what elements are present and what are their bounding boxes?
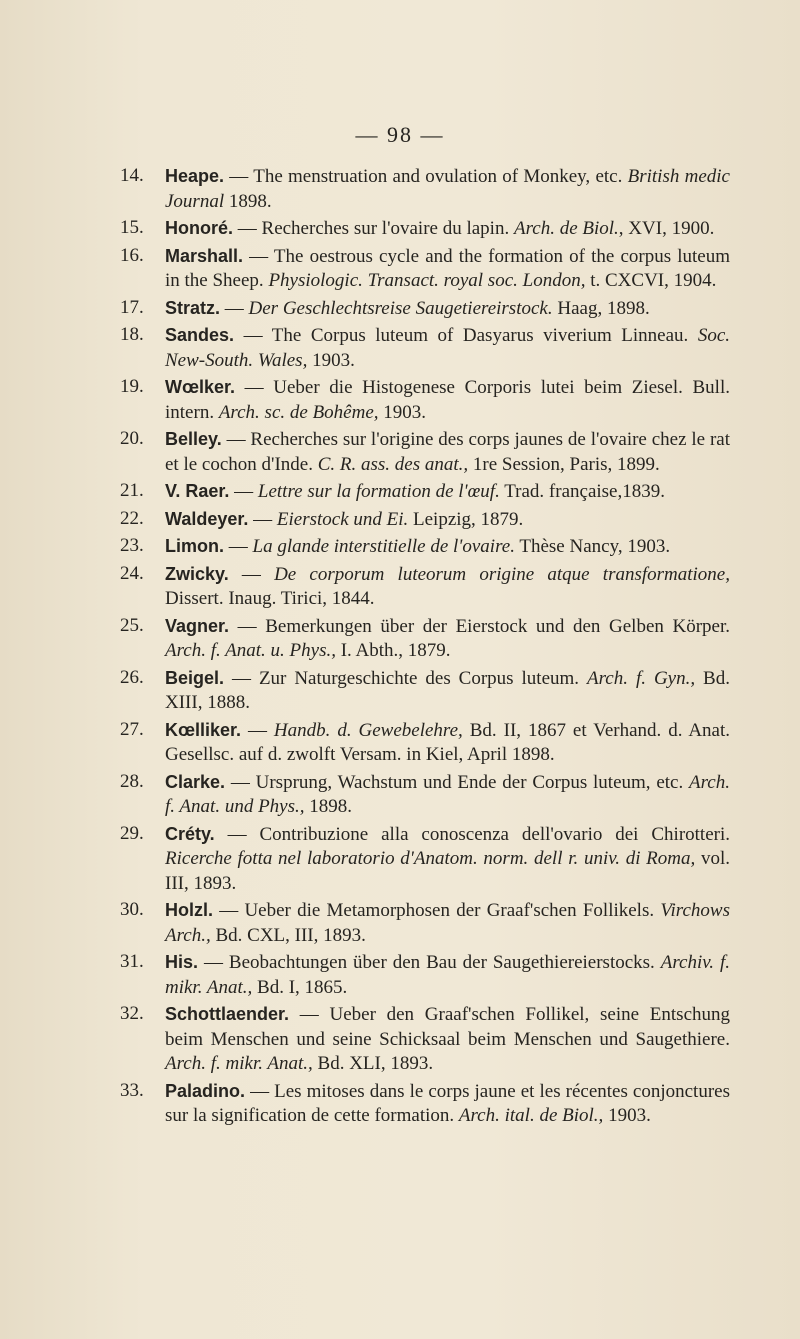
- entry-number: 16.: [120, 244, 144, 266]
- entry-author: Holzl.: [165, 900, 213, 920]
- entry-author: Kœlliker.: [165, 719, 242, 740]
- entry-body: [165, 666, 730, 716]
- entry-body: [165, 164, 730, 214]
- entry-text: — The oestrous cycle and the formation of the corpus luteum in the Sheep.: [165, 245, 730, 291]
- page-number: — 98 —: [355, 122, 445, 147]
- entry-details: Dissert. Inaug. Tirici, 1844.: [165, 588, 375, 609]
- entry-details: 1903.: [603, 1105, 651, 1126]
- entry-source: Physiologic. Transact. royal soc. London,: [268, 270, 586, 291]
- entry-body: [165, 244, 730, 294]
- entry-author: Marshall.: [165, 245, 244, 266]
- entry-body: [165, 323, 730, 373]
- entry-source: Ricerche fotta nel laboratorio d'Anatom. norm. dell r. univ. di Roma,: [165, 848, 696, 869]
- entry-details: Bd. CXL, III, 1893.: [210, 924, 366, 946]
- entry-body: [165, 822, 730, 897]
- entry-source: C. R. ass. des anat.,: [317, 453, 469, 475]
- entry-details: Bd. XIII, 1888.: [165, 667, 730, 713]
- entry-text: — Beobachtungen über den Bau der Saugethiereierstocks.: [198, 952, 661, 973]
- entry-author: Beigel.: [165, 667, 225, 688]
- entry-source: Arch. f. Anat. u. Phys.,: [165, 640, 336, 661]
- entry-source: Handb. d. Gewebelehre,: [273, 719, 463, 741]
- entry-text: — Ueber den Graaf'schen Follikel, seine Entschung beim Menschen und seine Schicksaal beim Menschen und Saugethiere.: [165, 1004, 730, 1050]
- bibliography-entry: [120, 898, 730, 948]
- entry-text: —: [248, 508, 277, 530]
- entry-text: —: [224, 536, 253, 557]
- entry-author: Belley.: [165, 429, 222, 449]
- entry-text: — Ueber die Metamorphosen der Graaf'schen Follikels.: [213, 900, 661, 921]
- entry-text: — Contribuzione alla conoscenza dell'ovario dei Chirotteri.: [214, 823, 730, 845]
- entry-number: 28.: [120, 770, 144, 792]
- entry-details: , XVI, 1900.: [618, 218, 715, 239]
- entry-number: 32.: [120, 1003, 144, 1024]
- bibliography-entry: [120, 507, 730, 533]
- entry-number: 18.: [120, 324, 144, 345]
- entry-number: 14.: [120, 165, 144, 186]
- entry-number: 22.: [120, 507, 144, 529]
- entry-body: [165, 1002, 730, 1077]
- bibliography-entry: [120, 1079, 730, 1129]
- bibliography-entry: [120, 614, 730, 664]
- bibliography-entry: [120, 718, 730, 768]
- entry-source: Arch. de Biol.: [513, 218, 619, 239]
- bibliography-entry: [120, 479, 730, 505]
- entry-number: 29.: [120, 822, 144, 844]
- entry-number: 23.: [120, 535, 144, 556]
- entry-body: [165, 1079, 730, 1129]
- entry-text: — Ueber die Histogenese Corporis lutei beim Ziesel. Bull. intern.: [165, 377, 730, 423]
- entry-source: Virchows Arch.,: [165, 900, 730, 946]
- entry-text: — Les mitoses dans le corps jaune et les récentes conjonctures sur la signification de cette formation.: [165, 1080, 730, 1126]
- entry-body: [165, 216, 730, 242]
- entry-body: [165, 950, 730, 1000]
- entry-source: Eierstock und Ei.: [276, 508, 409, 530]
- entry-number: 15.: [120, 217, 144, 238]
- entry-number: 33.: [120, 1079, 144, 1101]
- entry-source: Arch. f. Gyn.,: [587, 667, 696, 689]
- bibliography-entry: [120, 375, 730, 425]
- entry-details: Trad. française,1839.: [499, 481, 665, 502]
- entry-author: Vagner.: [165, 615, 230, 636]
- entry-number: 30.: [120, 899, 144, 920]
- entry-body: [165, 375, 730, 425]
- entry-source: Arch. ital. de Biol.,: [458, 1105, 604, 1126]
- entry-text: —: [229, 481, 258, 502]
- entry-source: La glande interstitielle de l'ovaire.: [252, 536, 515, 557]
- entry-source: Arch. f. mikr. Anat.,: [165, 1053, 313, 1074]
- entry-text: —: [228, 563, 275, 585]
- entry-number: 21.: [120, 480, 144, 501]
- entry-source: Der Geschlechtsreise Saugetiereirstock.: [248, 297, 553, 319]
- bibliography-entry: [120, 822, 730, 897]
- entry-text: — Recherches sur l'ovaire du lapin.: [233, 218, 514, 239]
- entry-details: 1re Session, Paris, 1899.: [468, 453, 660, 475]
- entry-text: —: [241, 719, 274, 741]
- entry-body: [165, 427, 730, 477]
- entry-source: Arch. f. Anat. und Phys.,: [165, 771, 730, 817]
- entry-details: vol. III, 1893.: [165, 848, 731, 894]
- bibliography-entry: [120, 770, 730, 820]
- bibliography-entry: [120, 164, 730, 214]
- entry-author: V. Raer.: [165, 481, 230, 501]
- entry-details: Bd. II, 1867 et Verhand. d. Anat. Gesellsc. auf d. zwolft Versam. in Kiel, April 1898.: [165, 719, 731, 765]
- entry-details: Thèse Nancy, 1903.: [514, 536, 671, 557]
- bibliography-entry: [120, 950, 730, 1000]
- entry-author: Schottlaender.: [165, 1004, 290, 1024]
- bibliography-entry: [120, 534, 730, 560]
- entry-body: [165, 534, 730, 560]
- entry-number: 19.: [120, 376, 144, 397]
- entry-body: [165, 296, 730, 322]
- bibliography-entry: [120, 296, 730, 322]
- entry-author: Honoré.: [165, 218, 234, 238]
- entry-author: His.: [165, 952, 199, 972]
- entry-source: British medic Journal: [165, 166, 730, 212]
- entry-text: — Recherches sur l'origine des corps jaunes de l'ovaire chez le rat et le cochon d'Inde.: [165, 429, 730, 475]
- bibliography-entry: [120, 427, 730, 477]
- entry-author: Wœlker.: [165, 377, 236, 397]
- entry-author: Zwicky.: [165, 563, 229, 584]
- bibliography-list: [120, 164, 730, 1131]
- entry-number: 20.: [120, 428, 144, 449]
- bibliography-entry: [120, 1002, 730, 1077]
- entry-text: — Bemerkungen über der Eierstock und den Gelben Körper.: [229, 615, 730, 637]
- entry-author: Limon.: [165, 536, 224, 556]
- entry-number: 27.: [120, 718, 144, 740]
- entry-source: Soc. New-South. Wales,: [165, 325, 730, 371]
- entry-details: 1898.: [304, 796, 353, 817]
- entry-source: Lettre sur la formation de l'œuf.: [257, 481, 500, 502]
- entry-author: Sandes.: [165, 325, 235, 345]
- entry-details: 1898.: [224, 190, 272, 212]
- entry-number: 25.: [120, 614, 144, 636]
- bibliography-entry: [120, 562, 730, 612]
- entry-body: [165, 507, 730, 533]
- entry-number: 31.: [120, 951, 144, 972]
- entry-text: — Ursprung, Wachstum und Ende der Corpus luteum, etc.: [225, 771, 690, 793]
- entry-body: [165, 718, 730, 768]
- entry-number: 26.: [120, 666, 144, 688]
- entry-details: Haag, 1898.: [552, 297, 650, 319]
- entry-source: De corporum luteorum origine atque transformatione,: [274, 563, 730, 585]
- entry-details: 1903.: [307, 349, 355, 371]
- bibliography-entry: [120, 216, 730, 242]
- entry-details: t. CXCVI, 1904.: [585, 270, 717, 291]
- entry-text: —: [220, 297, 249, 319]
- entry-number: 17.: [120, 296, 144, 318]
- bibliography-entry: [120, 323, 730, 373]
- entry-number: 24.: [120, 562, 144, 584]
- bibliography-entry: [120, 244, 730, 294]
- entry-author: Stratz.: [165, 297, 221, 318]
- entry-details: Bd. XLI, 1893.: [312, 1053, 434, 1074]
- entry-author: Créty.: [165, 823, 215, 844]
- entry-details: Bd. I, 1865.: [252, 976, 348, 998]
- bibliography-entry: [120, 666, 730, 716]
- entry-text: — The menstruation and ovulation of Monkey, etc.: [224, 166, 628, 187]
- entry-text: — The Corpus luteum of Dasyarus viverium Linneau.: [234, 325, 698, 346]
- entry-author: Heape.: [165, 166, 225, 186]
- entry-author: Paladino.: [165, 1080, 246, 1101]
- entry-body: [165, 562, 730, 612]
- entry-author: Waldeyer.: [165, 508, 249, 529]
- entry-source: Arch. sc. de Bohême,: [218, 401, 379, 423]
- entry-body: [165, 898, 730, 948]
- entry-body: [165, 614, 730, 664]
- entry-details: I. Abth., 1879.: [335, 640, 451, 661]
- entry-text: — Zur Naturgeschichte des Corpus luteum.: [224, 667, 588, 689]
- entry-author: Clarke.: [165, 771, 226, 792]
- entry-body: [165, 479, 730, 505]
- entry-source: Archiv. f. mikr. Anat.,: [165, 952, 730, 998]
- entry-details: Leipzig, 1879.: [408, 508, 524, 530]
- entry-details: 1903.: [378, 401, 427, 423]
- entry-body: [165, 770, 730, 820]
